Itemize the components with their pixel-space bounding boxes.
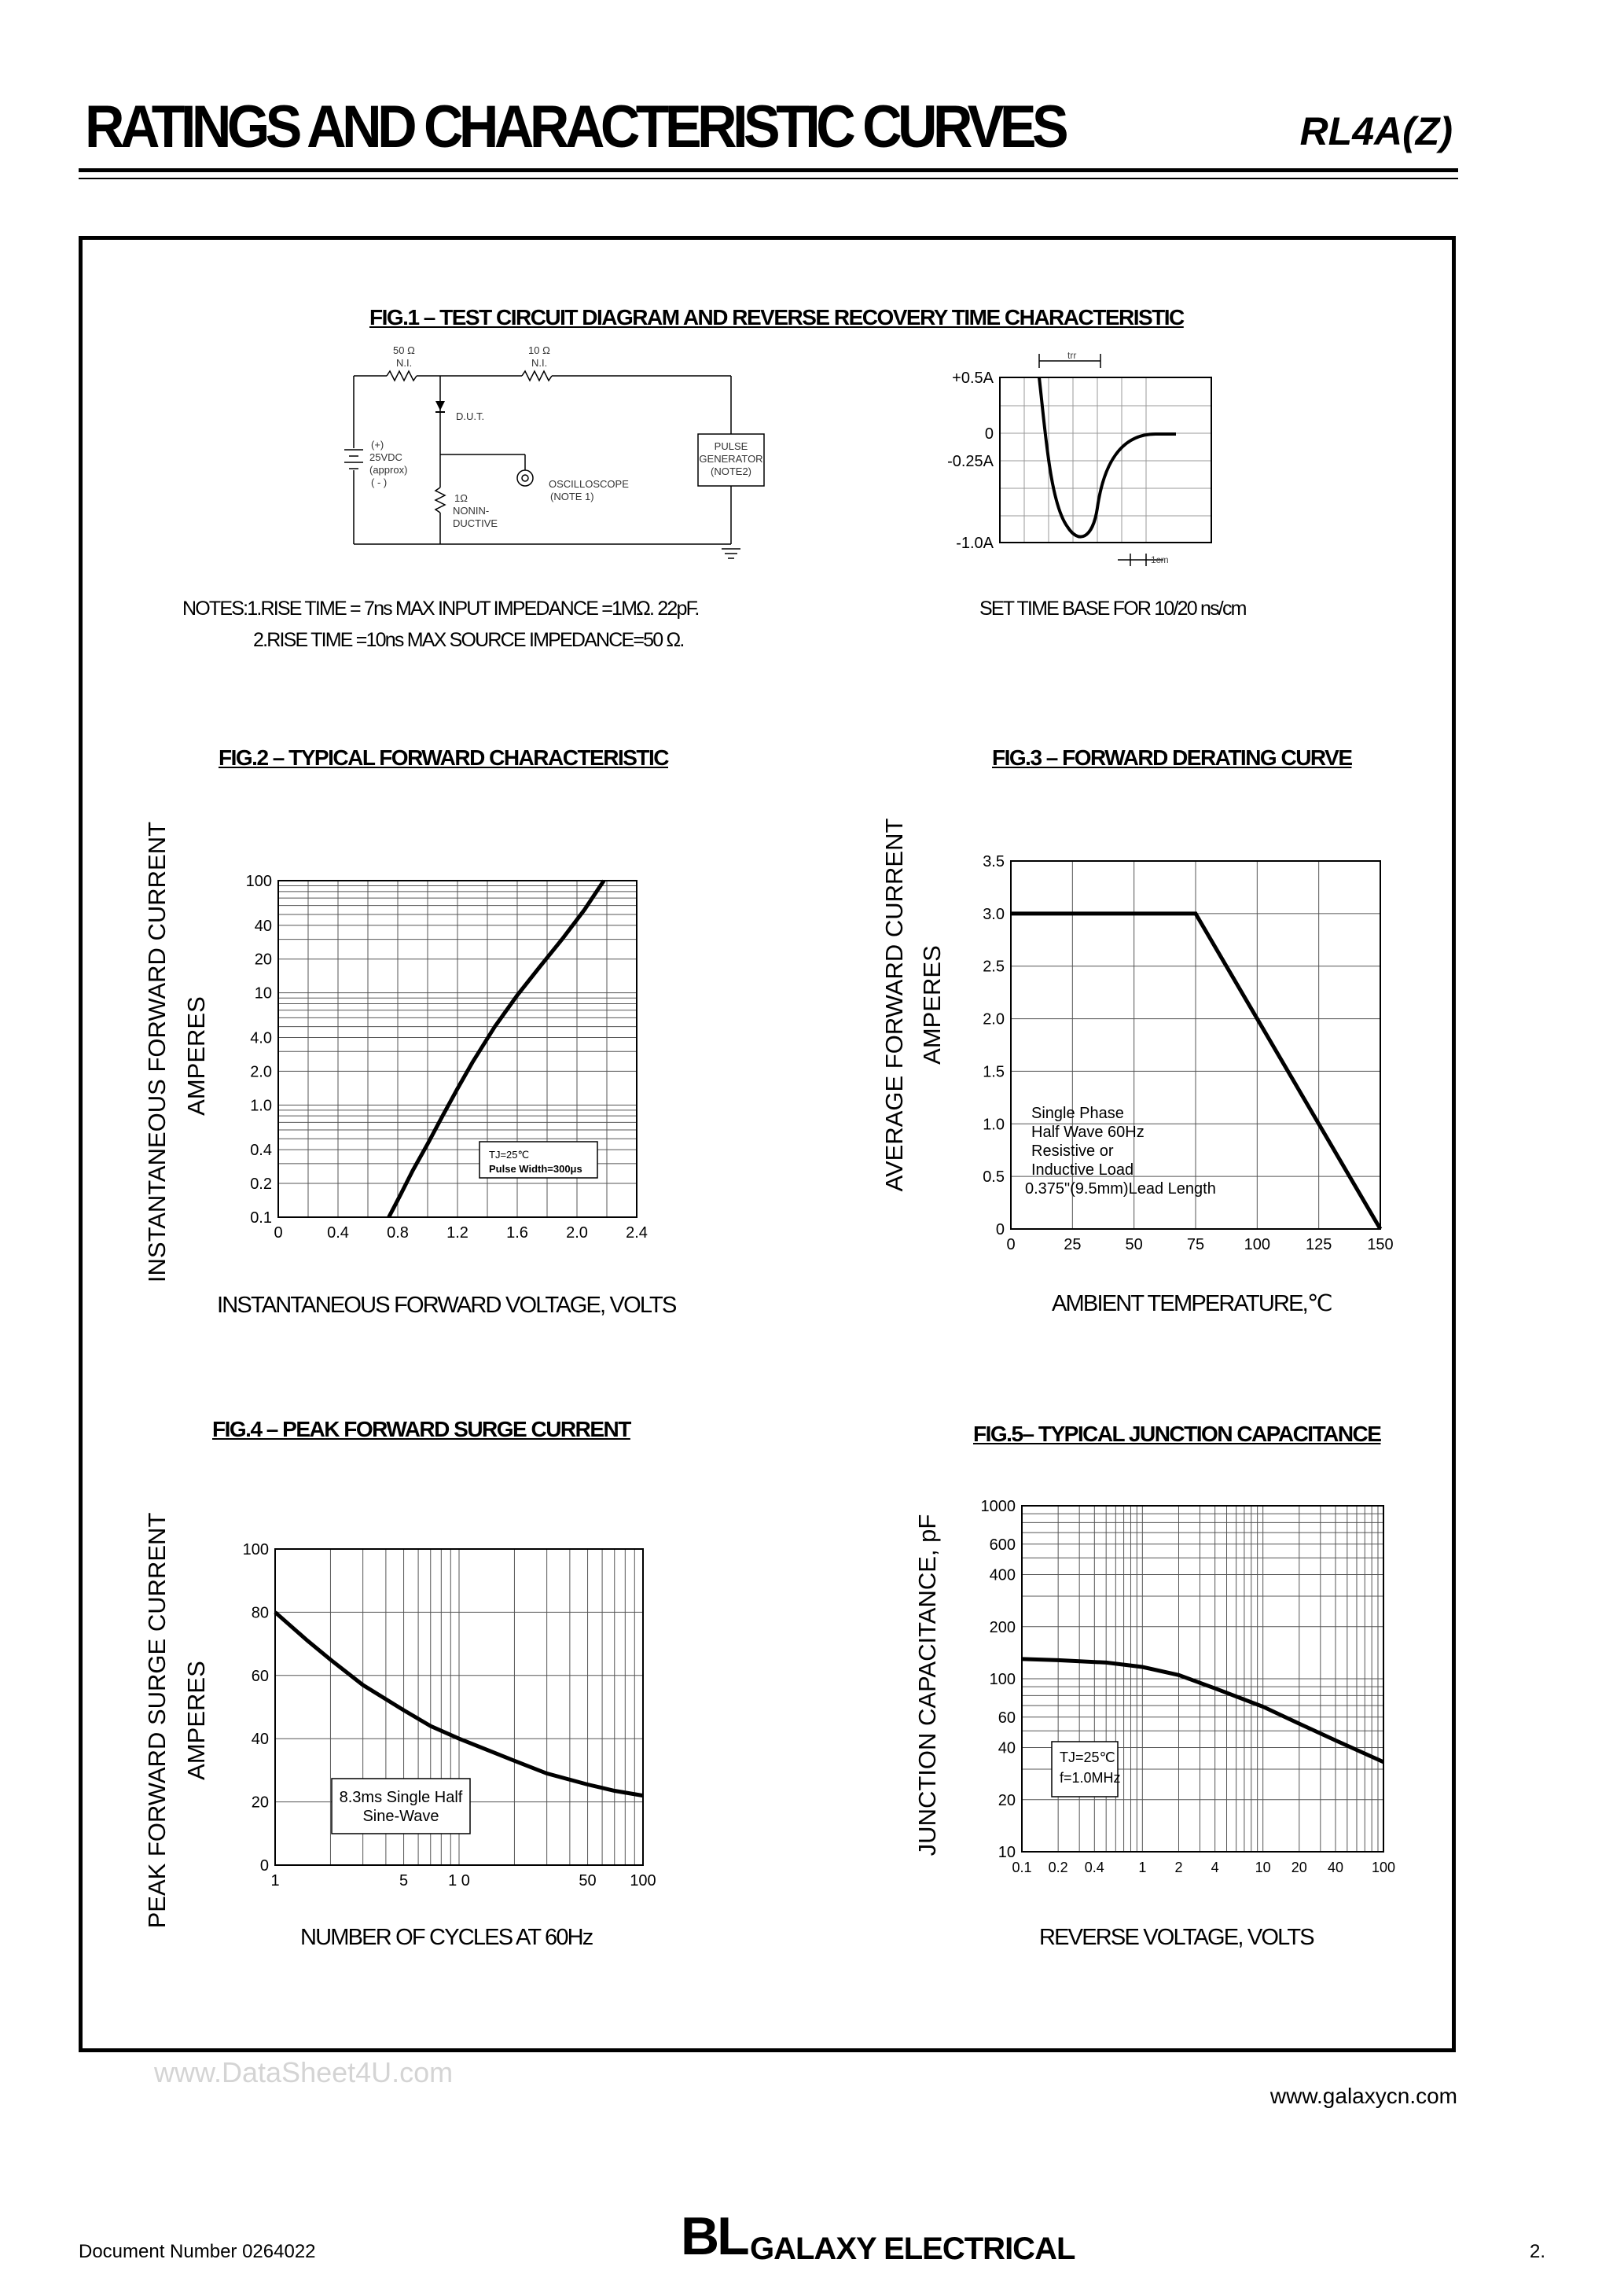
fig3-y-tick-7: 3.5 <box>983 853 1005 870</box>
fig2-x-tick-0: 0 <box>274 1224 283 1242</box>
fig2-y-tick-9: 100 <box>245 873 272 890</box>
fig1-level-zero: 0 <box>984 425 994 443</box>
fig4-x-tick-2: 1 0 <box>448 1872 470 1889</box>
fig2-x-tick-3: 1.2 <box>446 1224 468 1242</box>
fig2-y-tick-3: 1.0 <box>250 1097 272 1115</box>
fig5-y-tick-7: 600 <box>989 1536 1016 1554</box>
fig5-y-tick-8: 1000 <box>980 1498 1016 1515</box>
fig1-note-2: 2.RISE TIME =10ns MAX SOURCE IMPEDANCE=50 Ω. <box>253 629 684 651</box>
fig5-x-tick-5: 4 <box>1211 1860 1219 1875</box>
fig1-circuit-diagram <box>330 338 770 574</box>
fig4-annotation-1: 8.3ms Single Half <box>339 1789 463 1806</box>
fig1-title: FIG.1 – TEST CIRCUIT DIAGRAM AND REVERSE RECOVERY TIME CHARACTERISTIC <box>369 305 1184 329</box>
fig3-chart <box>959 845 1399 1254</box>
fig5-x-tick-7: 20 <box>1291 1860 1307 1875</box>
fig1-osc-2: (NOTE 1) <box>550 491 594 502</box>
fig3-y-tick-5: 2.5 <box>983 958 1005 976</box>
fig1-r3-sub1: NONIN- <box>453 505 490 517</box>
fig5-x-tick-3: 1 <box>1138 1860 1147 1875</box>
fig3-y-tick-4: 2.0 <box>983 1010 1005 1028</box>
page-number: 2. <box>1529 2241 1545 2262</box>
fig1-osc-1: OSCILLOSCOPE <box>549 478 629 490</box>
fig1-waveform <box>935 346 1218 574</box>
fig4-y-tick-5: 100 <box>242 1541 269 1558</box>
fig2-y-tick-7: 20 <box>254 951 272 969</box>
fig4-x-tick-0: 1 <box>270 1872 280 1889</box>
fig5-y-tick-5: 200 <box>989 1618 1016 1636</box>
fig3-x-tick-4: 100 <box>1244 1236 1271 1253</box>
fig2-x-tick-6: 2.4 <box>626 1224 648 1242</box>
fig5-x-tick-9: 100 <box>1371 1860 1396 1875</box>
document-number: Document Number 0264022 <box>79 2241 316 2262</box>
fig5-x-tick-0: 0.1 <box>1012 1860 1032 1875</box>
fig5-legend-2: f=1.0MHz <box>1060 1770 1121 1786</box>
fig5-title: FIG.5– TYPICAL JUNCTION CAPACITANCE <box>973 1422 1381 1446</box>
page-title: RATINGS AND CHARACTERISTIC CURVES <box>85 94 1065 160</box>
fig5-y-tick-1: 20 <box>998 1791 1016 1809</box>
fig1-timebase-note: SET TIME BASE FOR 10/20 ns/cm <box>979 598 1246 620</box>
fig1-r3-sub2: DUCTIVE <box>453 517 498 529</box>
fig2-chart <box>220 857 660 1250</box>
header-rule-thin <box>79 178 1458 179</box>
fig4-ylabel-1: PEAK FORWARD SURGE CURRENT <box>143 1512 171 1929</box>
fig2-x-tick-1: 0.4 <box>327 1224 349 1242</box>
fig4-y-tick-1: 20 <box>251 1794 269 1812</box>
fig3-x-tick-2: 50 <box>1125 1236 1143 1253</box>
fig1-note-1: NOTES:1.RISE TIME = 7ns MAX INPUT IMPEDANCE =1MΩ. 22pF. <box>182 598 699 620</box>
fig5-x-tick-1: 0.2 <box>1048 1860 1068 1875</box>
fig3-annotation-3: Resistive or <box>1031 1142 1114 1160</box>
fig1-source-2: 25VDC <box>369 451 402 463</box>
fig2-x-tick-4: 1.6 <box>506 1224 528 1242</box>
fig5-y-tick-6: 400 <box>989 1566 1016 1584</box>
fig5-y-tick-0: 10 <box>998 1844 1016 1861</box>
fig1-level-minus10: -1.0A <box>956 535 994 552</box>
fig5-chart <box>959 1490 1399 1891</box>
fig1-source-3: (approx) <box>369 464 408 476</box>
fig3-x-tick-0: 0 <box>1006 1236 1016 1253</box>
fig2-x-tick-2: 0.8 <box>387 1224 409 1242</box>
fig3-annotation-2: Half Wave 60Hz <box>1031 1124 1145 1141</box>
fig1-dut-label: D.U.T. <box>456 410 485 422</box>
fig1-level-plus05: +0.5A <box>952 370 994 387</box>
fig4-xlabel: NUMBER OF CYCLES AT 60Hz <box>300 1925 593 1950</box>
fig4-y-tick-0: 0 <box>259 1857 269 1875</box>
fig5-y-tick-2: 40 <box>998 1739 1016 1757</box>
brand-logo: BL <box>681 2206 748 2266</box>
fig4-x-tick-3: 50 <box>579 1872 597 1889</box>
fig3-ylabel-2: AMPERES <box>918 945 946 1065</box>
fig1-level-minus025: -0.25A <box>947 453 994 470</box>
fig2-x-tick-5: 2.0 <box>566 1224 588 1242</box>
header-rule-thick <box>79 168 1458 172</box>
fig3-y-tick-0: 0 <box>995 1221 1005 1238</box>
fig3-annotation-1: Single Phase <box>1031 1105 1124 1122</box>
fig2-ylabel-2: AMPERES <box>182 996 210 1116</box>
fig5-legend-1: TJ=25℃ <box>1060 1750 1115 1765</box>
fig1-source-1: (+) <box>371 439 384 451</box>
fig1-trr-label: trr <box>1067 350 1077 361</box>
fig5-ylabel: JUNCTION CAPACITANCE, pF <box>913 1514 941 1856</box>
fig5-x-tick-6: 10 <box>1255 1860 1271 1875</box>
fig2-ylabel-1: INSTANTANEOUS FORWARD CURRENT <box>143 821 171 1283</box>
fig5-xlabel: REVERSE VOLTAGE, VOLTS <box>1039 1925 1314 1950</box>
fig1-pulse-2: GENERATOR <box>699 453 763 465</box>
fig1-cm-label: 1cm <box>1151 554 1169 565</box>
fig2-legend-2: Pulse Width=300μs <box>489 1163 582 1175</box>
fig3-annotation-4: Inductive Load <box>1031 1161 1134 1179</box>
fig3-xlabel-unit: ℃ <box>1306 1291 1332 1316</box>
fig4-annotation-2: Sine-Wave <box>362 1808 439 1825</box>
part-number: RL4A(Z) <box>1299 109 1453 153</box>
fig2-y-tick-8: 40 <box>254 917 272 935</box>
fig2-title: FIG.2 – TYPICAL FORWARD CHARACTERISTIC <box>219 745 669 770</box>
fig2-legend-1: TJ=25℃ <box>489 1149 530 1161</box>
fig5-y-tick-3: 60 <box>998 1709 1016 1727</box>
fig1-source-4: ( - ) <box>371 476 388 488</box>
fig2-y-tick-0: 0.1 <box>250 1209 272 1227</box>
fig3-annotation-5: 0.375"(9.5mm)Lead Length <box>1025 1180 1216 1198</box>
fig3-x-tick-5: 125 <box>1305 1236 1332 1253</box>
fig3-y-tick-6: 3.0 <box>983 905 1005 923</box>
fig2-y-tick-4: 2.0 <box>250 1063 272 1081</box>
fig1-r2-sub: N.I. <box>531 357 548 369</box>
fig2-y-tick-5: 4.0 <box>250 1029 272 1047</box>
fig4-title: FIG.4 – PEAK FORWARD SURGE CURRENT <box>212 1417 630 1441</box>
fig3-y-tick-2: 1.0 <box>983 1116 1005 1134</box>
fig3-x-tick-1: 25 <box>1064 1236 1082 1253</box>
fig5-x-tick-8: 40 <box>1327 1860 1343 1875</box>
fig3-ylabel-1: AVERAGE FORWARD CURRENT <box>880 818 908 1192</box>
fig2-y-tick-1: 0.2 <box>250 1176 272 1194</box>
watermark: www.DataSheet4U.com <box>154 2056 454 2088</box>
fig5-x-tick-4: 2 <box>1174 1860 1183 1875</box>
fig2-y-tick-2: 0.4 <box>250 1142 272 1160</box>
fig2-xlabel: INSTANTANEOUS FORWARD VOLTAGE, VOLTS <box>217 1293 676 1318</box>
fig4-y-tick-3: 60 <box>251 1667 269 1685</box>
fig1-pulse-1: PULSE <box>714 440 748 452</box>
fig2-y-tick-6: 10 <box>254 984 272 1003</box>
fig1-pulse-3: (NOTE2) <box>711 465 751 477</box>
fig4-x-tick-4: 100 <box>630 1872 656 1889</box>
brand-name: GALAXY ELECTRICAL <box>750 2232 1075 2266</box>
fig3-title: FIG.3 – FORWARD DERATING CURVE <box>992 745 1352 770</box>
fig5-y-tick-4: 100 <box>989 1671 1016 1688</box>
fig4-y-tick-4: 80 <box>251 1604 269 1622</box>
fig3-x-tick-3: 75 <box>1186 1236 1205 1253</box>
fig3-xlabel <box>1052 1290 1332 1317</box>
fig3-y-tick-1: 0.5 <box>983 1168 1005 1187</box>
website-link[interactable]: www.galaxycn.com <box>1269 2084 1457 2108</box>
fig1-r2-label: 10 Ω <box>528 344 550 356</box>
fig1-r3-label: 1Ω <box>454 492 468 504</box>
fig4-y-tick-2: 40 <box>251 1731 269 1749</box>
fig3-y-tick-3: 1.5 <box>983 1063 1005 1081</box>
fig4-x-tick-1: 5 <box>399 1872 409 1889</box>
fig4-ylabel-2: AMPERES <box>182 1661 210 1780</box>
fig3-xlabel-text: AMBIENT TEMPERATURE, <box>1052 1291 1307 1316</box>
fig1-r1-label: 50 Ω <box>393 344 415 356</box>
fig3-x-tick-6: 150 <box>1367 1236 1394 1253</box>
fig4-chart <box>220 1533 660 1903</box>
fig1-r1-sub: N.I. <box>396 357 413 369</box>
fig5-x-tick-2: 0.4 <box>1084 1860 1104 1875</box>
